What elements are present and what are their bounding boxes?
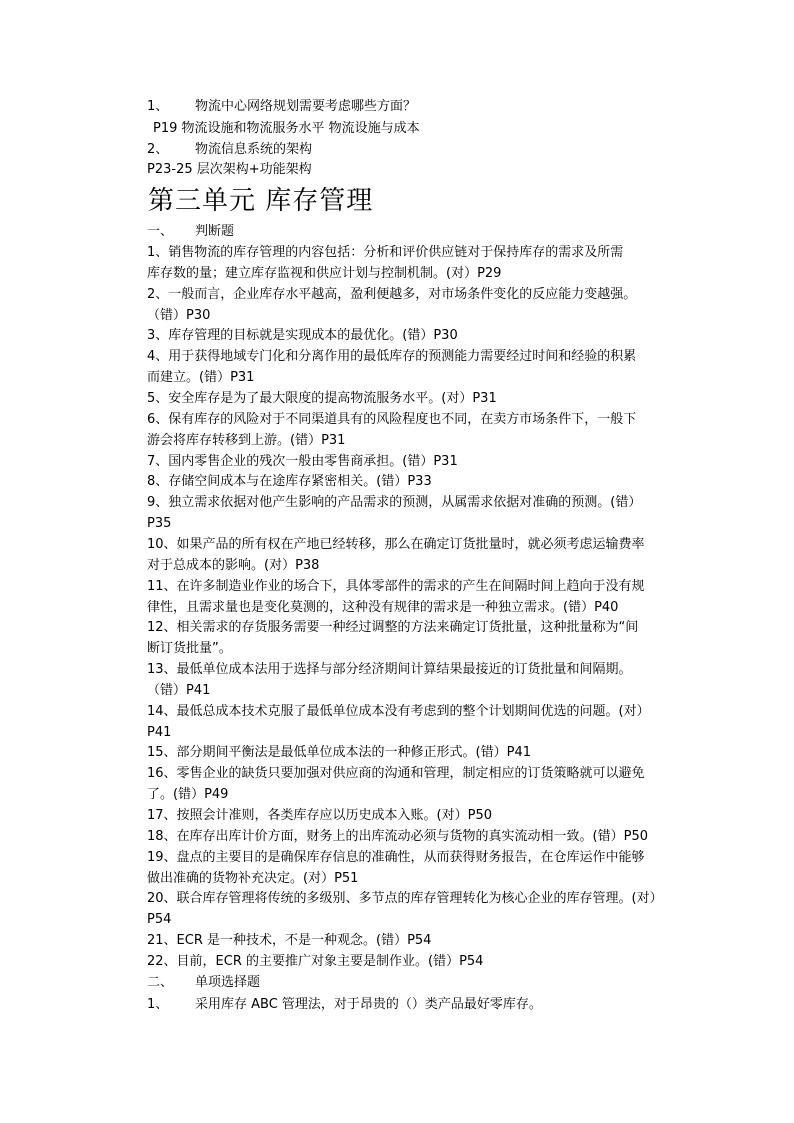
section-title: 判断题 (195, 224, 235, 239)
question-number: 1、 (147, 997, 169, 1012)
question-line: 18、在库存出库计价方面，财务上的出库流动必须与货物的真实流动相一致。(错）P50 (147, 828, 648, 844)
intro-question-1 (147, 97, 416, 117)
question-line: 21、ECR 是一种技术，不是一种观念。(错）P54 (147, 933, 432, 949)
question-line: 6、保有库存的风险对于不同渠道具有的风险程度也不同，在卖方市场条件下，一般下 (147, 411, 637, 427)
question-line: 17、按照会计准则，各类库存应以历史成本入账。(对）P50 (147, 808, 492, 823)
question-number: 1、 (147, 99, 169, 114)
question-line: （错）P41 (147, 682, 211, 698)
question-line: 做出准确的货物补充决定。(对）P51 (147, 870, 359, 886)
intro-answer-1: P19 物流设施和物流服务水平 物流设施与成本 (153, 121, 420, 136)
question-number: 2、 (147, 142, 169, 157)
question-text: 物流信息系统的架构 (195, 142, 313, 157)
question-line: 1、销售物流的库存管理的内容包括：分析和评价供应链对于保持库存的需求及所需 (147, 245, 624, 260)
section-number: 一、 (147, 224, 174, 239)
question-text: 物流中心网络规划需要考虑哪些方面？ (195, 99, 417, 114)
question-line: 3、库存管理的目标就是实现成本的最优化。(错）P30 (147, 328, 458, 344)
question-line: 库存数的量；建立库存监视和供应计划与控制机制。(对）P29 (147, 265, 502, 281)
question-line: 对于总成本的影响。(对）P38 (147, 557, 320, 573)
question-line: 16、零售企业的缺货只要加强对供应商的沟通和管理，制定相应的订货策略就可以避免 (147, 766, 645, 782)
question-line: 15、部分期间平衡法是最低单位成本法的一种修正形式。(错）P41 (147, 745, 531, 761)
question-line: 13、最低单位成本法用于选择与部分经济期间计算结果最接近的订货批量和间隔期。 (147, 662, 632, 677)
question-line: 了。(错）P49 (147, 787, 229, 803)
question-line: P41 (147, 724, 172, 740)
single-choice-question-1 (147, 995, 542, 1015)
unit-title: 第三单元 库存管理 (148, 186, 374, 216)
question-line: P54 (147, 912, 172, 928)
question-line: 律性，且需求量也是变化莫测的，这种没有规律的需求是一种独立需求。(错）P40 (147, 599, 619, 615)
question-line: 12、相关需求的存货服务需要一种经过调整的方法来确定订货批量，这种批量称为“间 (147, 620, 639, 636)
question-text: 采用库存 ABC 管理法，对于昂贵的（）类产品最好零库存。 (195, 997, 542, 1012)
question-line: 8、存储空间成本与在途库存紧密相关。(错）P33 (147, 474, 432, 490)
section-heading-single-choice (147, 973, 260, 993)
question-line: 9、独立需求依据对他产生影响的产品需求的预测，从属需求依据对准确的预测。(错） (147, 495, 642, 511)
question-line: 游会将库存转移到上游。(错）P31 (147, 432, 346, 448)
question-line: 10、如果产品的所有权在产地已经转移，那么在确定订货批量时，就必须考虑运输费率 (147, 536, 645, 552)
question-line: 5、安全库存是为了最大限度的提高物流服务水平。(对）P31 (147, 391, 497, 406)
section-title: 单项选择题 (195, 975, 261, 990)
question-line: 4、用于获得地域专门化和分离作用的最低库存的预测能力需要经过时间和经验的积累 (147, 349, 637, 365)
question-line: 2、一般而言，企业库存水平越高，盈利便越多，对市场条件变化的反应能力变越强。 (147, 286, 637, 302)
question-line: 11、在许多制造业作业的场合下，具体零部件的需求的产生在间隔时间上趋向于没有规 (147, 578, 645, 594)
intro-answer-2: P23-25 层次架构+功能架构 (147, 162, 312, 177)
section-number: 二、 (147, 975, 174, 990)
question-line: （错）P30 (147, 307, 211, 323)
intro-question-2 (147, 140, 312, 160)
question-line: 7、国内零售企业的残次一般由零售商承担。(错）P31 (147, 453, 458, 469)
question-line: 20、联合库存管理将传统的多级别、多节点的库存管理转化为核心企业的库存管理。(对） (147, 891, 663, 907)
section-heading-judgment (147, 222, 234, 242)
question-line: 19、盘点的主要目的是确保库存信息的准确性，从而获得财务报告，在仓库运作中能够 (147, 849, 645, 865)
question-line: 而建立。(错）P31 (147, 370, 255, 386)
question-line: 14、最低总成本技术克服了最低单位成本没有考虑到的整个计划期间优选的问题。(对） (147, 703, 650, 719)
question-line: P35 (147, 516, 172, 531)
question-line: 22、目前，ECR 的主要推广对象主要是制作业。(错）P54 (147, 953, 484, 969)
question-line: 断订货批量”。 (147, 641, 232, 657)
